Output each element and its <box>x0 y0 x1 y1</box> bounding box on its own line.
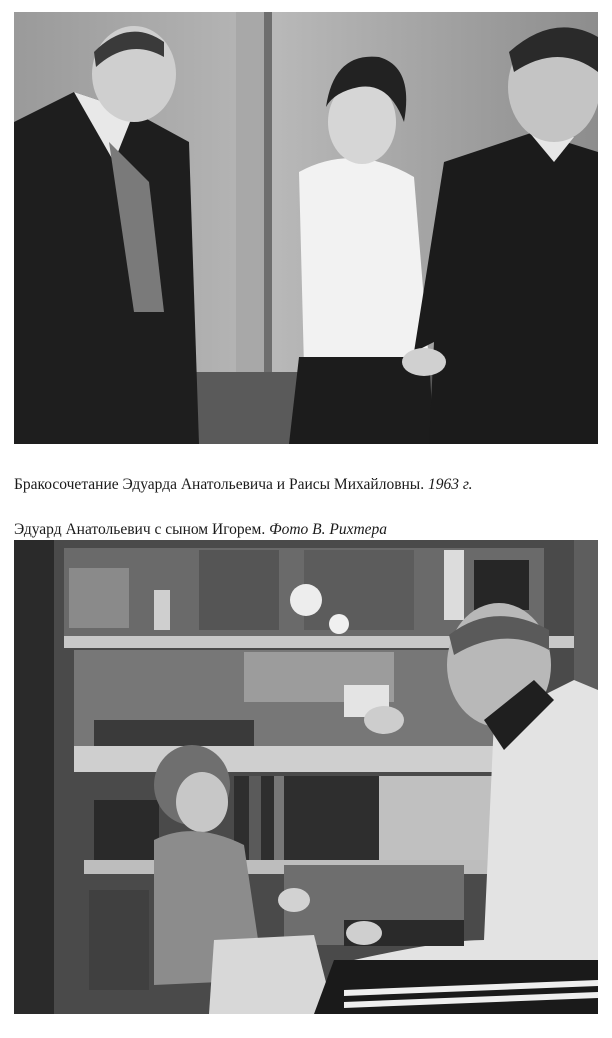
son-caption-text: Эдуард Анатольевич с сыном Игорем. <box>14 520 266 538</box>
wedding-caption-text: Бракосочетание Эдуарда Анатольевича и Раисы Михайловны. <box>14 475 425 493</box>
wedding-caption <box>14 475 598 495</box>
father-son-photo-illustration <box>14 540 598 1014</box>
wedding-caption-year: 1963 г. <box>427 475 473 493</box>
father-son-photo <box>14 540 598 1014</box>
photo-credit: Фото В. Рихтера <box>269 520 388 538</box>
son-caption <box>14 520 598 540</box>
wedding-photo <box>14 12 598 444</box>
wedding-photo-illustration <box>14 12 598 444</box>
